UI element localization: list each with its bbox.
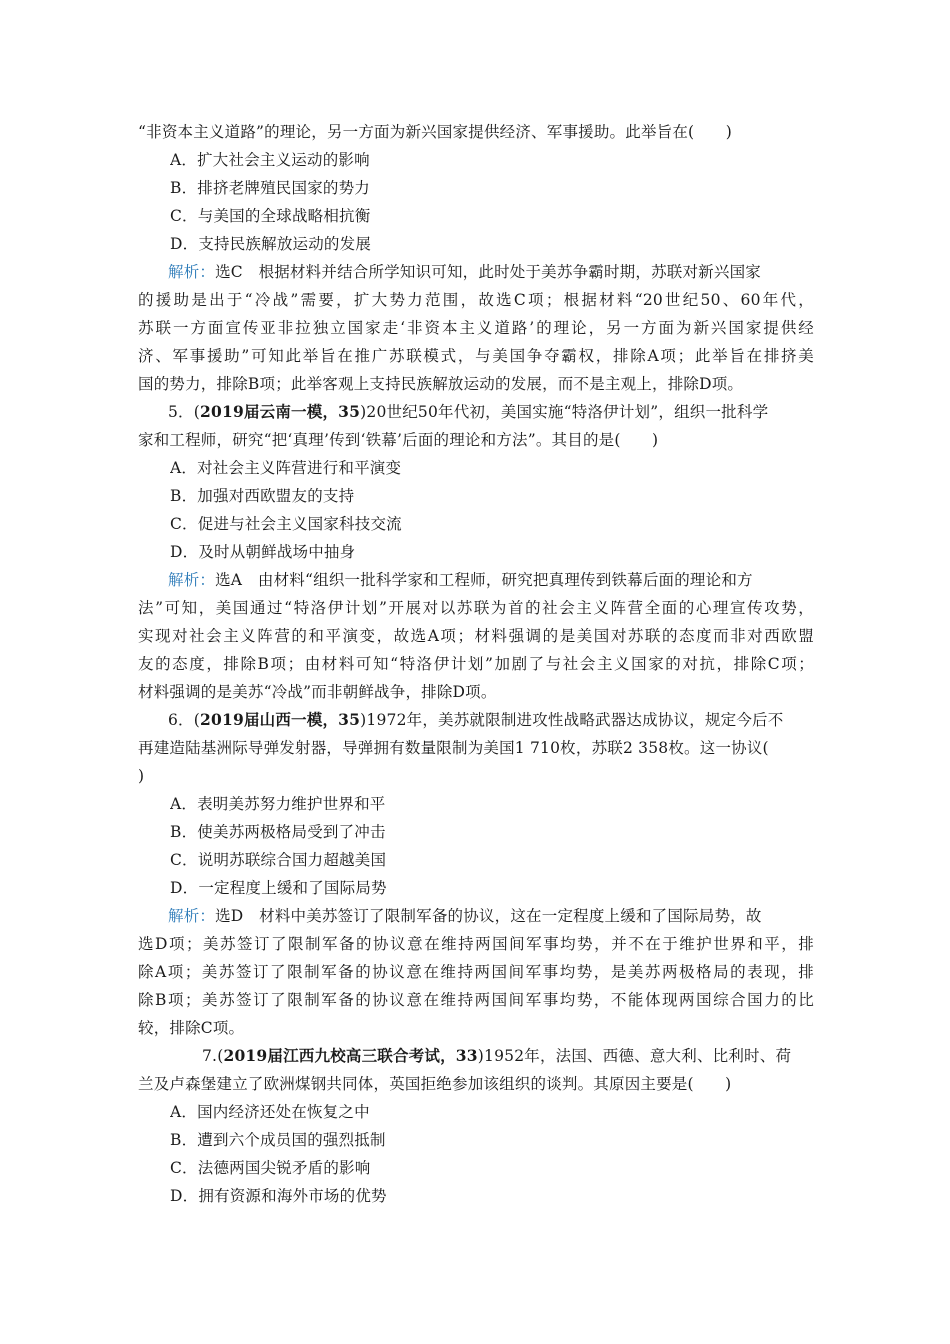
q7-option-c: C．法德两国尖锐矛盾的影响 xyxy=(170,1159,371,1177)
q6-source: 2019届山西一模，35 xyxy=(200,710,361,729)
q5-stem-line-1 xyxy=(168,398,814,426)
q5-option-a: A．对社会主义阵营进行和平演变 xyxy=(170,459,402,477)
q5-source-open: ( xyxy=(193,403,201,421)
q4-option-c: C．与美国的全球战略相抗衡 xyxy=(170,207,371,225)
q4-analysis-line-1 xyxy=(168,258,814,286)
q5-number: 5． xyxy=(168,403,194,421)
q4-analysis-line-2: 的援助是出于“冷战”需要，扩大势力范围，故选C项；根据材料“20世纪50、60年代， xyxy=(138,291,814,309)
q6-option-c: C．说明苏联综合国力超越美国 xyxy=(170,851,387,869)
q6-stem-line-3: ) xyxy=(138,767,145,785)
q7-source: 2019届江西九校高三联合考试，33 xyxy=(223,1046,478,1065)
q4-analysis-text-1: 选C 根据材料并结合所学知识可知，此时处于美苏争霸时期，苏联对新兴国家 xyxy=(215,263,761,281)
q6-stem-line-2: 再建造陆基洲际导弹发射器，导弹拥有数量限制为美国1 710枚，苏联2 358枚。这一协议( xyxy=(138,739,769,757)
q4-option-b: B．排挤老牌殖民国家的势力 xyxy=(170,179,370,197)
q5-option-b: B．加强对西欧盟友的支持 xyxy=(170,487,355,505)
q5-option-d: D．及时从朝鲜战场中抽身 xyxy=(170,543,356,561)
q5-analysis-line-3: 实现对社会主义阵营的和平演变，故选A项；材料强调的是美国对苏联的态度而非对西欧盟 xyxy=(138,627,814,645)
q6-stem-line-1 xyxy=(168,706,814,734)
q4-analysis-line-5: 国的势力，排除B项；此举客观上支持民族解放运动的发展，而不是主观上，排除D项。 xyxy=(138,375,744,393)
q6-option-b: B．使美苏两极格局受到了冲击 xyxy=(170,823,386,841)
q6-analysis-line-2: 选D项；美苏签订了限制军备的协议意在维持两国间军事均势，并不在于维护世界和平，排 xyxy=(138,935,814,953)
q5-analysis-line-2: 法”可知，美国通过“特洛伊计划”开展对以苏联为首的社会主义阵营全面的心理宣传攻势， xyxy=(138,599,814,617)
q6-analysis-line-1 xyxy=(168,902,814,930)
q4-stem-tail: “非资本主义道路”的理论，另一方面为新兴国家提供经济、军事援助。此举旨在( ) xyxy=(138,123,732,141)
q5-analysis-line-4: 友的态度，排除B项；由材料可知“特洛伊计划”加剧了与社会主义国家的对抗，排除C项； xyxy=(138,655,814,673)
q4-analysis-label: 解析： xyxy=(168,263,216,281)
q4-option-a: A．扩大社会主义运动的影响 xyxy=(170,151,370,169)
q6-analysis-line-4: 除B项；美苏签订了限制军备的协议意在维持两国间军事均势，不能体现两国综合国力的比 xyxy=(138,991,814,1009)
q5-option-c: C．促进与社会主义国家科技交流 xyxy=(170,515,402,533)
q6-option-a: A．表明美苏努力维护世界和平 xyxy=(170,795,386,813)
q7-number: 7. xyxy=(202,1047,218,1065)
q5-analysis-line-1 xyxy=(168,566,814,594)
q7-option-a: A．国内经济还处在恢复之中 xyxy=(170,1103,370,1121)
q6-stem-text-1: )1972年，美苏就限制进攻性战略武器达成协议，规定今后不 xyxy=(360,711,784,729)
q7-option-d: D．拥有资源和海外市场的优势 xyxy=(170,1187,387,1205)
q6-analysis-line-5: 较，排除C项。 xyxy=(138,1019,245,1037)
q7-stem-text-1: )1952年，法国、西德、意大利、比利时、荷 xyxy=(477,1047,792,1065)
q7-option-b: B．遭到六个成员国的强烈抵制 xyxy=(170,1131,386,1149)
q5-analysis-text-1: 选A 由材料“组织一批科学家和工程师，研究把真理传到铁幕后面的理论和方 xyxy=(215,571,753,589)
q6-analysis-text-1: 选D 材料中美苏签订了限制军备的协议，这在一定程度上缓和了国际局势，故 xyxy=(215,907,762,925)
q6-analysis-label: 解析： xyxy=(168,907,216,925)
q4-analysis-line-4: 济、军事援助”可知此举旨在推广苏联模式，与美国争夺霸权，排除A项；此举旨在排挤美 xyxy=(138,347,814,365)
q6-source-open: ( xyxy=(193,711,201,729)
q5-analysis-label: 解析： xyxy=(168,571,216,589)
q5-source: 2019届云南一模，35 xyxy=(200,402,361,421)
q4-option-d: D．支持民族解放运动的发展 xyxy=(170,235,372,253)
q6-option-d: D．一定程度上缓和了国际局势 xyxy=(170,879,387,897)
q5-stem-text-1: )20世纪50年代初，美国实施“特洛伊计划”，组织一批科学 xyxy=(360,403,769,421)
q7-stem-line-1 xyxy=(202,1042,814,1070)
q5-stem-line-2: 家和工程师，研究“把‘真理’传到‘铁幕’后面的理论和方法”。其目的是( ) xyxy=(138,431,659,449)
q7-source-open: ( xyxy=(217,1047,224,1065)
q4-analysis-line-3: 苏联一方面宣传亚非拉独立国家走‘非资本主义道路’的理论，另一方面为新兴国家提供经 xyxy=(138,319,814,337)
q6-number: 6． xyxy=(168,711,194,729)
q7-stem-line-2: 兰及卢森堡建立了欧洲煤钢共同体，英国拒绝参加该组织的谈判。其原因主要是( ) xyxy=(138,1075,732,1093)
q6-analysis-line-3: 除A项；美苏签订了限制军备的协议意在维持两国间军事均势，是美苏两极格局的表现，排 xyxy=(138,963,814,981)
q5-analysis-line-5: 材料强调的是美苏“冷战”而非朝鲜战争，排除D项。 xyxy=(138,683,497,701)
